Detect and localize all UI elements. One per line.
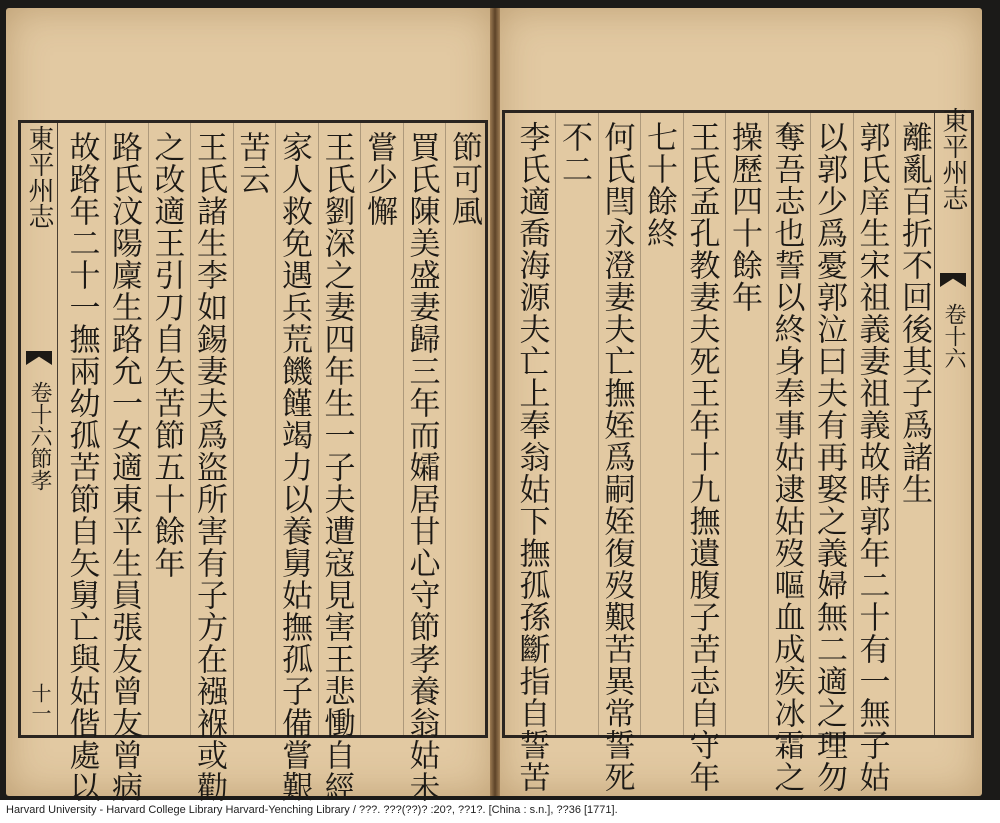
- banxin-title: 東平州志: [24, 125, 54, 229]
- text-column: 以郭少爲憂郭泣曰夫有再娶之義婦無二適之理勿: [811, 121, 847, 793]
- fish-tail-mark: [26, 351, 52, 365]
- column-rule: [810, 113, 811, 735]
- column-rule: [360, 123, 361, 735]
- book-gutter: [490, 8, 500, 796]
- text-column: 路氏汶陽廩生路允一女適東平生員張友曾友曾病: [106, 131, 142, 803]
- fish-tail-mark: [940, 273, 966, 287]
- column-rule: [555, 113, 556, 735]
- column-rule: [148, 123, 149, 735]
- column-rule: [233, 123, 234, 735]
- text-column: 嘗少懈: [361, 131, 397, 227]
- text-column: 家人救免遇兵荒饑饉竭力以養舅姑撫孤子備嘗艱: [276, 131, 312, 803]
- text-column: 王氏孟孔教妻夫死王年十九撫遺腹子苦志自守年: [683, 121, 720, 793]
- banxin-divider: [57, 123, 58, 735]
- banxin-title: 東平州志: [938, 107, 968, 211]
- text-column: 苦云: [233, 131, 270, 195]
- banxin-page-number: 十一: [28, 683, 52, 723]
- column-rule: [275, 123, 276, 735]
- text-column: 郭氏庠生宋祖義妻祖義故時郭年二十有一無子姑: [853, 121, 890, 793]
- column-rule: [403, 123, 404, 735]
- column-rule: [853, 113, 854, 735]
- right-page-frame: [502, 107, 974, 793]
- column-rule: [105, 123, 106, 735]
- library-caption: Harvard University - Harvard College Library Harvard-Yenching Library / ???. ???(??)? :20?, ??1?. [China : s.n.], ??36 [1771].: [6, 804, 618, 816]
- banxin-juan: 卷十六: [941, 303, 966, 369]
- text-column: 奪吾志也誓以終身奉事姑逮姑歿嘔血成疾冰霜之: [768, 121, 805, 793]
- text-column: 故路年二十一撫兩幼孤苦節自矢舅亡與姑偕處以: [63, 131, 100, 803]
- column-rule: [445, 123, 446, 735]
- column-rule: [768, 113, 769, 735]
- text-column: 王氏諸生李如錫妻夫爲盜所害有子方在襁褓或勸: [191, 131, 227, 803]
- text-column: 何氏閆永澄妻夫亡撫姪爲嗣姪復歿艱苦異常誓死: [598, 121, 635, 793]
- text-column: 七十餘終: [641, 121, 677, 249]
- text-column: 買氏陳美盛妻歸三年而孀居甘心守節孝養翁姑未: [403, 131, 440, 803]
- column-rule: [190, 123, 191, 735]
- text-column: 節可風: [446, 131, 482, 227]
- text-column: 離亂百折不回後其子爲諸生: [896, 121, 932, 505]
- text-column: 不二: [556, 121, 592, 185]
- banxin-divider: [934, 113, 935, 735]
- column-rule: [640, 113, 641, 735]
- left-page-frame: [18, 120, 488, 803]
- column-rule: [318, 123, 319, 735]
- banxin-juan: 卷十六節孝: [27, 381, 52, 491]
- text-column: 之改適王引刀自矢苦節五十餘年: [148, 131, 185, 579]
- column-rule: [598, 113, 599, 735]
- column-rule: [895, 113, 896, 735]
- column-rule: [725, 113, 726, 735]
- text-column: 王氏劉深之妻四年生一子夫遭寇見害王悲慟自經: [318, 131, 355, 803]
- text-column: 操歷四十餘年: [726, 121, 762, 313]
- column-rule: [683, 113, 684, 735]
- text-column: 李氏適喬海源夫亡上奉翁姑下撫孤孫斷指自誓苦: [513, 121, 550, 793]
